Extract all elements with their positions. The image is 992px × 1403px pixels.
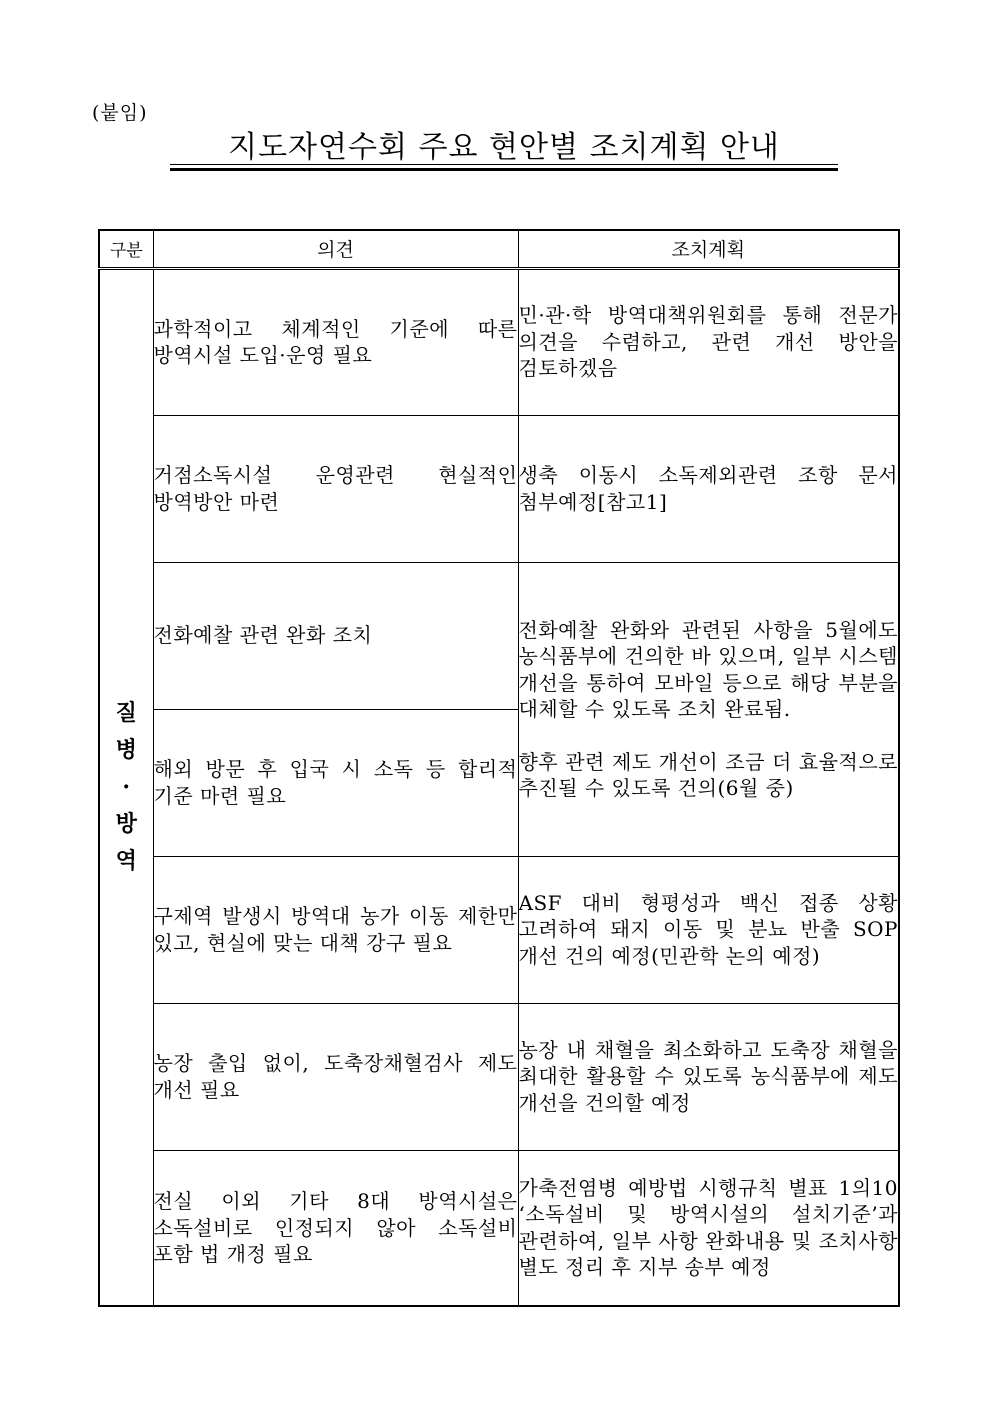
category-char: 역 [115,847,137,874]
header-action: 조치계획 [518,230,899,268]
table-header-row [99,230,899,268]
action-cell: 생축 이동시 소독제외관련 조항 문서 첨부예정[참고1] [518,415,899,562]
category-cell [99,268,153,1306]
opinion-cell: 구제역 발생시 방역대 농가 이동 제한만 있고, 현실에 맞는 대책 강구 필요 [153,856,518,1003]
header-category: 구분 [99,230,153,268]
category-char: 방 [115,810,137,837]
opinion-cell: 전화예찰 관련 완화 조치 [153,562,518,709]
action-paragraph: 향후 관련 제도 개선이 조금 더 효율적으로 추진될 수 있도록 건의(6월 중) [518,749,898,800]
title-underline-thick [170,168,838,171]
action-cell: 민·관·학 방역대책위원회를 통해 전문가 의견을 수렴하고, 관련 개선 방안을 검토하겠음 [518,268,899,415]
table-row [99,415,899,562]
table-row [99,856,899,1003]
action-cell: 가축전염병 예방법 시행규칙 별표 1의10 ‘소독설비 및 방역시설의 설치기준’과 관련하여, 일부 사항 완화내용 및 조치사항 별도 정리 후 지부 송부 예정 [518,1150,899,1306]
table-row [99,1150,899,1306]
table-row [99,562,899,709]
category-char: · [122,773,131,800]
table-row [99,1003,899,1150]
header-opinion: 의견 [153,230,518,268]
category-char: 질 [115,699,137,726]
opinion-cell: 전실 이외 기타 8대 방역시설은 소독설비로 인정되지 않아 소독설비 포함 법 개정 필요 [153,1150,518,1306]
opinion-cell: 과학적이고 체계적인 기준에 따른 방역시설 도입·운영 필요 [153,268,518,415]
paragraph-gap [519,723,899,749]
action-cell-merged [518,562,899,856]
action-paragraph: 전화예찰 완화와 관련된 사항을 5월에도 농식품부에 건의한 바 있으며, 일부 시스템 개선을 통하여 모바일 등으로 해당 부분을 대체할 수 있도록 조치 완료됨. [518,617,898,721]
action-plan-table [98,229,900,1307]
action-cell: ASF 대비 형평성과 백신 접종 상황 고려하여 돼지 이동 및 분뇨 반출 SOP 개선 건의 예정(민관학 논의 예정) [518,856,899,1003]
attachment-label: (붙임) [92,102,148,124]
opinion-cell: 해외 방문 후 입국 시 소독 등 합리적 기준 마련 필요 [153,709,518,856]
opinion-cell: 거점소독시설 운영관련 현실적인 방역방안 마련 [153,415,518,562]
title-underline-thin [170,164,838,165]
table-row [99,268,899,415]
opinion-cell: 농장 출입 없이, 도축장채혈검사 제도 개선 필요 [153,1003,518,1150]
action-cell: 농장 내 채혈을 최소화하고 도축장 채혈을 최대한 활용할 수 있도록 농식품부에 제도 개선을 건의할 예정 [518,1003,899,1150]
document-title: 지도자연수회 주요 현안별 조치계획 안내 [228,130,780,165]
category-char: 병 [115,736,137,763]
